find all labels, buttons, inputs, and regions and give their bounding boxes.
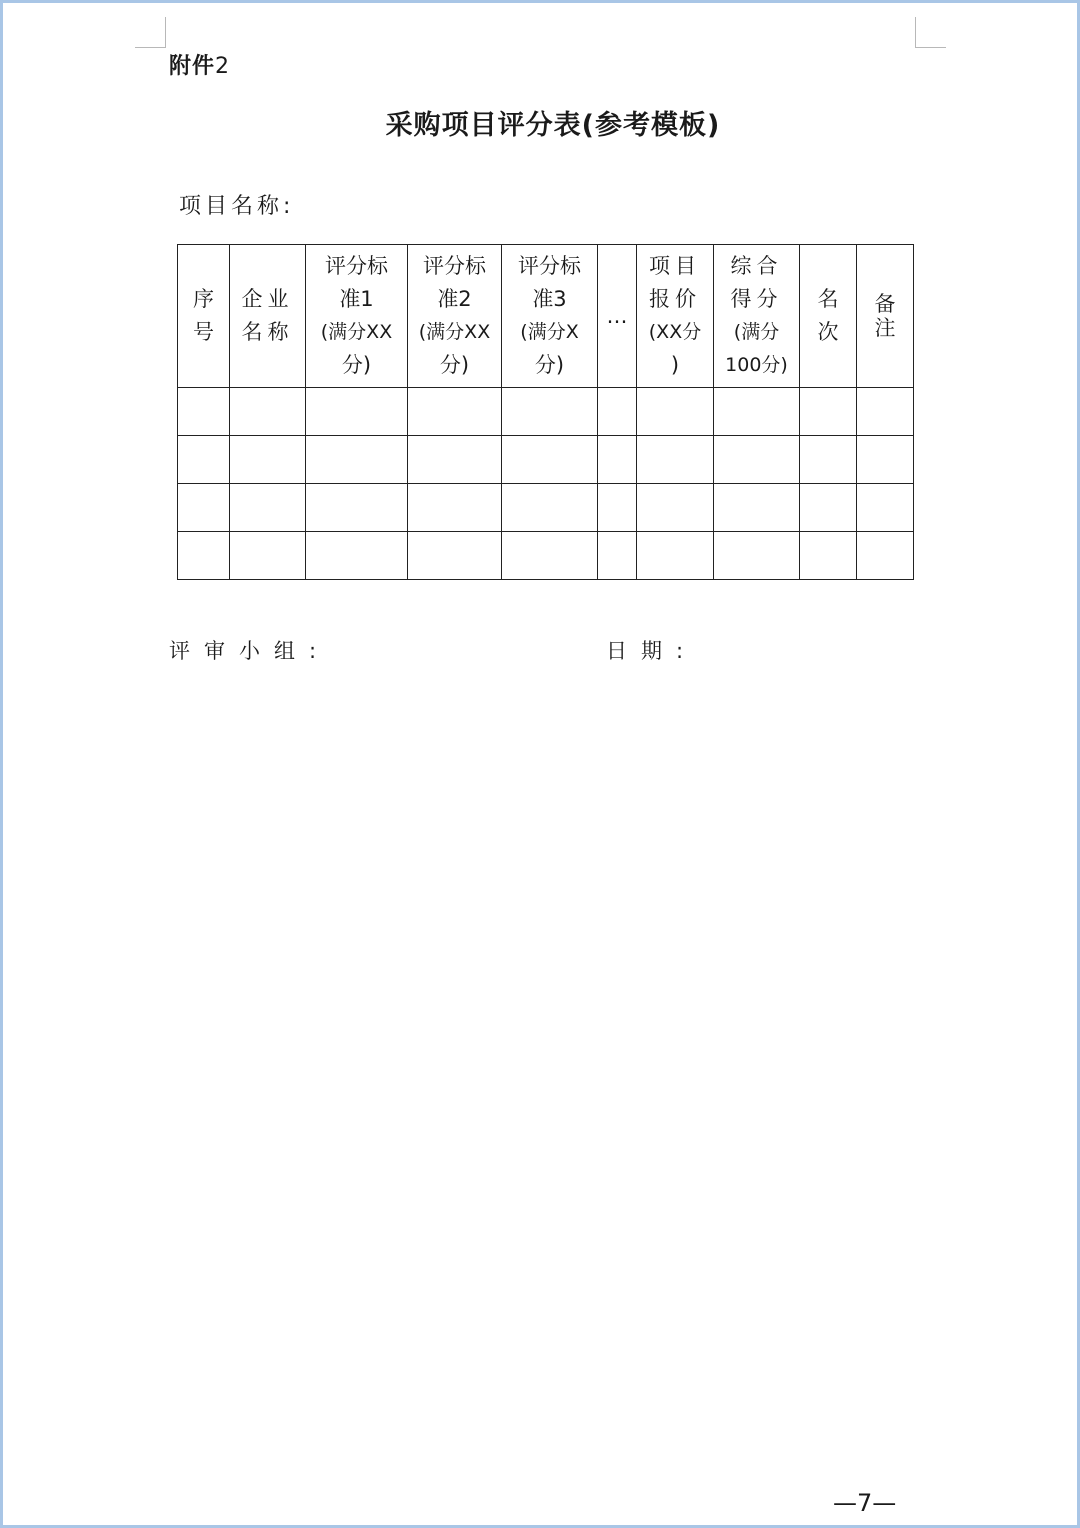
table-cell xyxy=(637,436,714,484)
table-cell xyxy=(306,484,408,532)
table-cell xyxy=(502,388,598,436)
table-cell xyxy=(408,484,502,532)
table-cell xyxy=(598,436,637,484)
header-line: 序 xyxy=(193,287,214,311)
table-cell xyxy=(857,388,914,436)
review-group-label: 评审小组: xyxy=(169,639,331,663)
table-cell xyxy=(800,532,857,580)
header-line: (满分 xyxy=(733,321,780,343)
crop-mark-top-left xyxy=(135,17,166,48)
header-line: 评分标 xyxy=(325,254,388,278)
scoring-table xyxy=(177,244,914,580)
table-cell xyxy=(714,436,800,484)
project-name-label: 项目名称: xyxy=(179,194,295,219)
table-cell xyxy=(857,436,914,484)
header-line: ) xyxy=(670,353,680,377)
table-cell xyxy=(637,388,714,436)
header-line: 评分标 xyxy=(423,254,486,278)
table-cell xyxy=(178,532,230,580)
table-row xyxy=(178,436,914,484)
table-cell xyxy=(857,532,914,580)
header-project-quote xyxy=(637,245,714,388)
header-line: 项目 xyxy=(649,254,701,278)
header-rank xyxy=(800,245,857,388)
header-line: 分) xyxy=(341,353,372,377)
header-line: 分) xyxy=(534,353,565,377)
table-cell xyxy=(598,484,637,532)
table-cell xyxy=(306,532,408,580)
table-cell xyxy=(857,484,914,532)
table-cell xyxy=(230,532,306,580)
table-cell xyxy=(178,388,230,436)
table-header-row xyxy=(178,245,914,388)
table-cell xyxy=(598,532,637,580)
header-line: (满分XX xyxy=(320,321,393,343)
table-cell xyxy=(408,532,502,580)
header-line: 准1 xyxy=(339,287,374,311)
header-line: 备 xyxy=(874,292,896,316)
header-index xyxy=(178,245,230,388)
header-line: 企业 xyxy=(241,287,294,311)
table-cell xyxy=(306,388,408,436)
table-cell xyxy=(408,436,502,484)
table-row xyxy=(178,484,914,532)
table-cell xyxy=(714,532,800,580)
table-cell xyxy=(502,484,598,532)
header-line: 报价 xyxy=(649,287,701,311)
header-line: 注 xyxy=(874,316,896,340)
header-line: 号 xyxy=(193,320,214,344)
header-criterion-1 xyxy=(306,245,408,388)
table-cell xyxy=(230,388,306,436)
table-cell xyxy=(502,532,598,580)
header-line: 分) xyxy=(439,353,470,377)
table-cell xyxy=(598,388,637,436)
table-cell xyxy=(800,484,857,532)
table-cell xyxy=(637,532,714,580)
table-cell xyxy=(230,436,306,484)
header-line: 次 xyxy=(817,320,839,344)
table-cell xyxy=(714,388,800,436)
header-line: … xyxy=(606,303,628,328)
attachment-text: 附件 xyxy=(169,54,216,79)
header-line: 100分) xyxy=(725,354,788,376)
header-company-name xyxy=(230,245,306,388)
table-cell xyxy=(637,484,714,532)
table-cell xyxy=(178,436,230,484)
header-line: 名 xyxy=(817,287,839,311)
header-criterion-2 xyxy=(408,245,502,388)
header-line: 得分 xyxy=(730,287,783,311)
header-line: (XX分 xyxy=(648,321,702,343)
crop-mark-top-right xyxy=(915,17,946,48)
header-line: 准3 xyxy=(532,287,567,311)
table-cell xyxy=(800,388,857,436)
document-title: 采购项目评分表(参考模板) xyxy=(385,110,721,141)
table-cell xyxy=(502,436,598,484)
header-line: 评分标 xyxy=(518,254,581,278)
header-ellipsis xyxy=(598,245,637,388)
header-line: (满分XX xyxy=(418,321,491,343)
attachment-number: 2 xyxy=(215,54,231,79)
table-cell xyxy=(178,484,230,532)
table-cell xyxy=(408,388,502,436)
table-row xyxy=(178,388,914,436)
header-line: (满分X xyxy=(520,321,579,343)
table-cell xyxy=(306,436,408,484)
header-line: 名称 xyxy=(241,320,294,344)
header-line: 综合 xyxy=(730,254,783,278)
page-number: —7— xyxy=(833,1489,897,1517)
table-cell xyxy=(230,484,306,532)
table-row xyxy=(178,532,914,580)
table-cell xyxy=(714,484,800,532)
table-cell xyxy=(800,436,857,484)
header-line: 准2 xyxy=(437,287,472,311)
header-remarks xyxy=(857,245,914,388)
header-criterion-3 xyxy=(502,245,598,388)
date-label: 日期: xyxy=(606,639,698,663)
header-total-score xyxy=(714,245,800,388)
attachment-label xyxy=(169,49,230,80)
